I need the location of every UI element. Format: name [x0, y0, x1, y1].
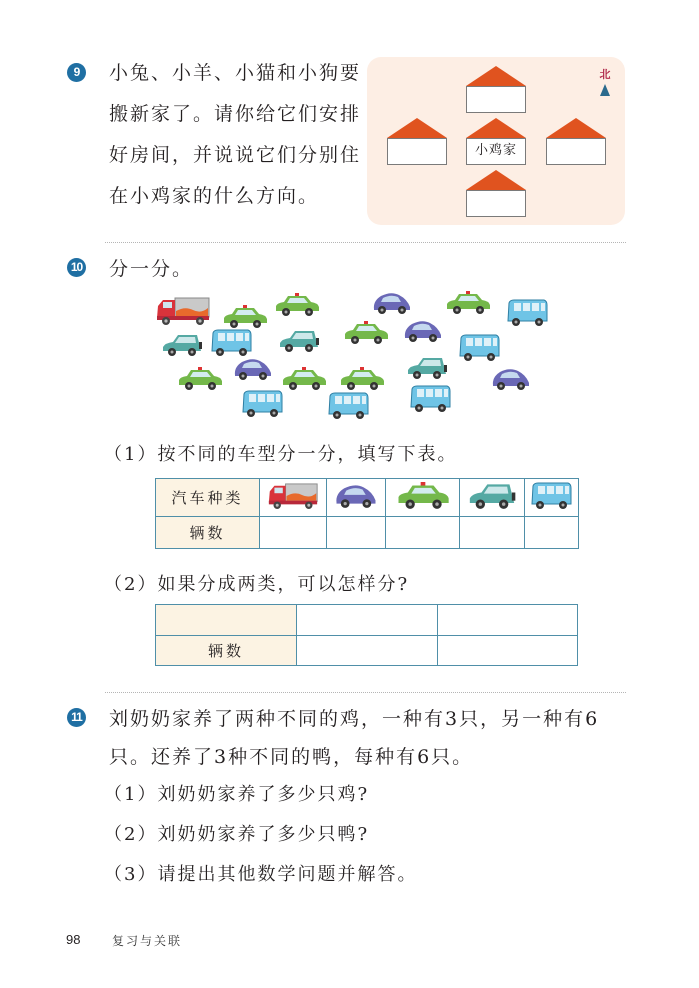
house-east[interactable] — [546, 118, 606, 170]
hatchback-icon — [278, 329, 320, 353]
minibus-icon — [327, 392, 369, 420]
problem-9-line-4: 在小鸡家的什么方向。 — [109, 185, 320, 207]
problem-11-question-3: （3）请提出其他数学问题并解答。 — [104, 864, 418, 885]
taxi-icon — [176, 367, 224, 391]
compact-car-icon — [490, 367, 532, 391]
problem-11-question-2: （2）刘奶奶家养了多少只鸭? — [104, 824, 370, 845]
problem-10-part-1-label: （1）按不同的车型分一分，填写下表。 — [104, 444, 458, 465]
truck-icon — [267, 482, 319, 510]
taxi-icon — [444, 291, 492, 315]
count-cell-compact[interactable] — [326, 517, 385, 549]
minibus-icon — [241, 390, 283, 418]
category-header[interactable] — [156, 605, 297, 636]
hatchback-icon — [406, 356, 448, 380]
problem-9-line-1: 小兔、小羊、小猫和小狗要 — [109, 62, 362, 84]
col-hatchback — [460, 479, 524, 517]
problem-9-text — [109, 58, 364, 218]
problem-9-line-2: 搬新家了。请你给它们安排 — [109, 103, 362, 125]
problem-11-line-2: 只。还养了3种不同的鸭，每种有6只。 — [109, 746, 474, 768]
taxi-icon — [280, 367, 328, 391]
problem-11-line-1: 刘奶奶家养了两种不同的鸡，一种有3只，另一种有6 — [109, 708, 600, 730]
problem-11-badge: 11 — [67, 708, 86, 727]
hatchback-icon — [161, 333, 203, 357]
col-compact — [326, 479, 385, 517]
count-header: 辆数 — [156, 517, 260, 549]
house-south[interactable] — [466, 170, 526, 222]
taxi-icon — [221, 305, 269, 329]
section-title: 复习与关联 — [112, 934, 183, 948]
count-cell-1[interactable] — [297, 636, 438, 666]
page-number: 98 — [66, 932, 81, 947]
truck-icon — [155, 296, 211, 326]
problem-10-badge: 10 — [67, 258, 86, 277]
compact-car-icon — [232, 357, 274, 381]
divider — [105, 242, 626, 243]
problem-10-part-2-label: （2）如果分成两类，可以怎样分? — [104, 574, 410, 595]
count-cell-2[interactable] — [437, 636, 578, 666]
hatchback-icon — [467, 482, 517, 510]
problem-9-badge: 9 — [67, 63, 86, 82]
north-label: 北 — [599, 68, 611, 81]
vehicle-type-header: 汽车种类 — [156, 479, 260, 517]
col-minibus — [524, 479, 578, 517]
north-arrow-icon — [600, 84, 610, 96]
problem-11-text — [109, 704, 639, 784]
count-cell-truck[interactable] — [260, 517, 327, 549]
category-cell-1[interactable] — [297, 605, 438, 636]
house-north[interactable] — [466, 66, 526, 118]
compact-car-icon — [402, 319, 444, 343]
two-category-table — [155, 604, 578, 666]
divider — [105, 692, 626, 693]
problem-10-title: 分一分。 — [109, 258, 194, 280]
north-indicator — [597, 68, 613, 96]
category-cell-2[interactable] — [437, 605, 578, 636]
count-cell-minibus[interactable] — [524, 517, 578, 549]
col-truck — [260, 479, 327, 517]
taxi-icon — [273, 293, 321, 317]
minibus-icon — [458, 334, 500, 362]
count-header: 辆数 — [156, 636, 297, 666]
minibus-icon — [530, 482, 572, 510]
compact-car-icon — [371, 291, 413, 315]
taxi-icon — [342, 321, 390, 345]
house-west[interactable] — [387, 118, 447, 170]
compact-car-icon — [333, 483, 379, 509]
minibus-icon — [409, 385, 451, 413]
vehicle-type-table — [155, 478, 579, 549]
problem-9-line-3: 好房间，并说说它们分别住 — [109, 144, 362, 166]
minibus-icon — [506, 299, 548, 327]
count-cell-taxi[interactable] — [386, 517, 460, 549]
problem-11-question-1: （1）刘奶奶家养了多少只鸡? — [104, 784, 370, 805]
count-cell-hatchback[interactable] — [460, 517, 524, 549]
minibus-icon — [210, 329, 252, 357]
house-center-chicken — [466, 118, 526, 170]
chicken-house-label: 小鸡家 — [466, 138, 526, 165]
taxi-icon — [394, 482, 452, 510]
col-taxi — [386, 479, 460, 517]
taxi-icon — [338, 367, 386, 391]
